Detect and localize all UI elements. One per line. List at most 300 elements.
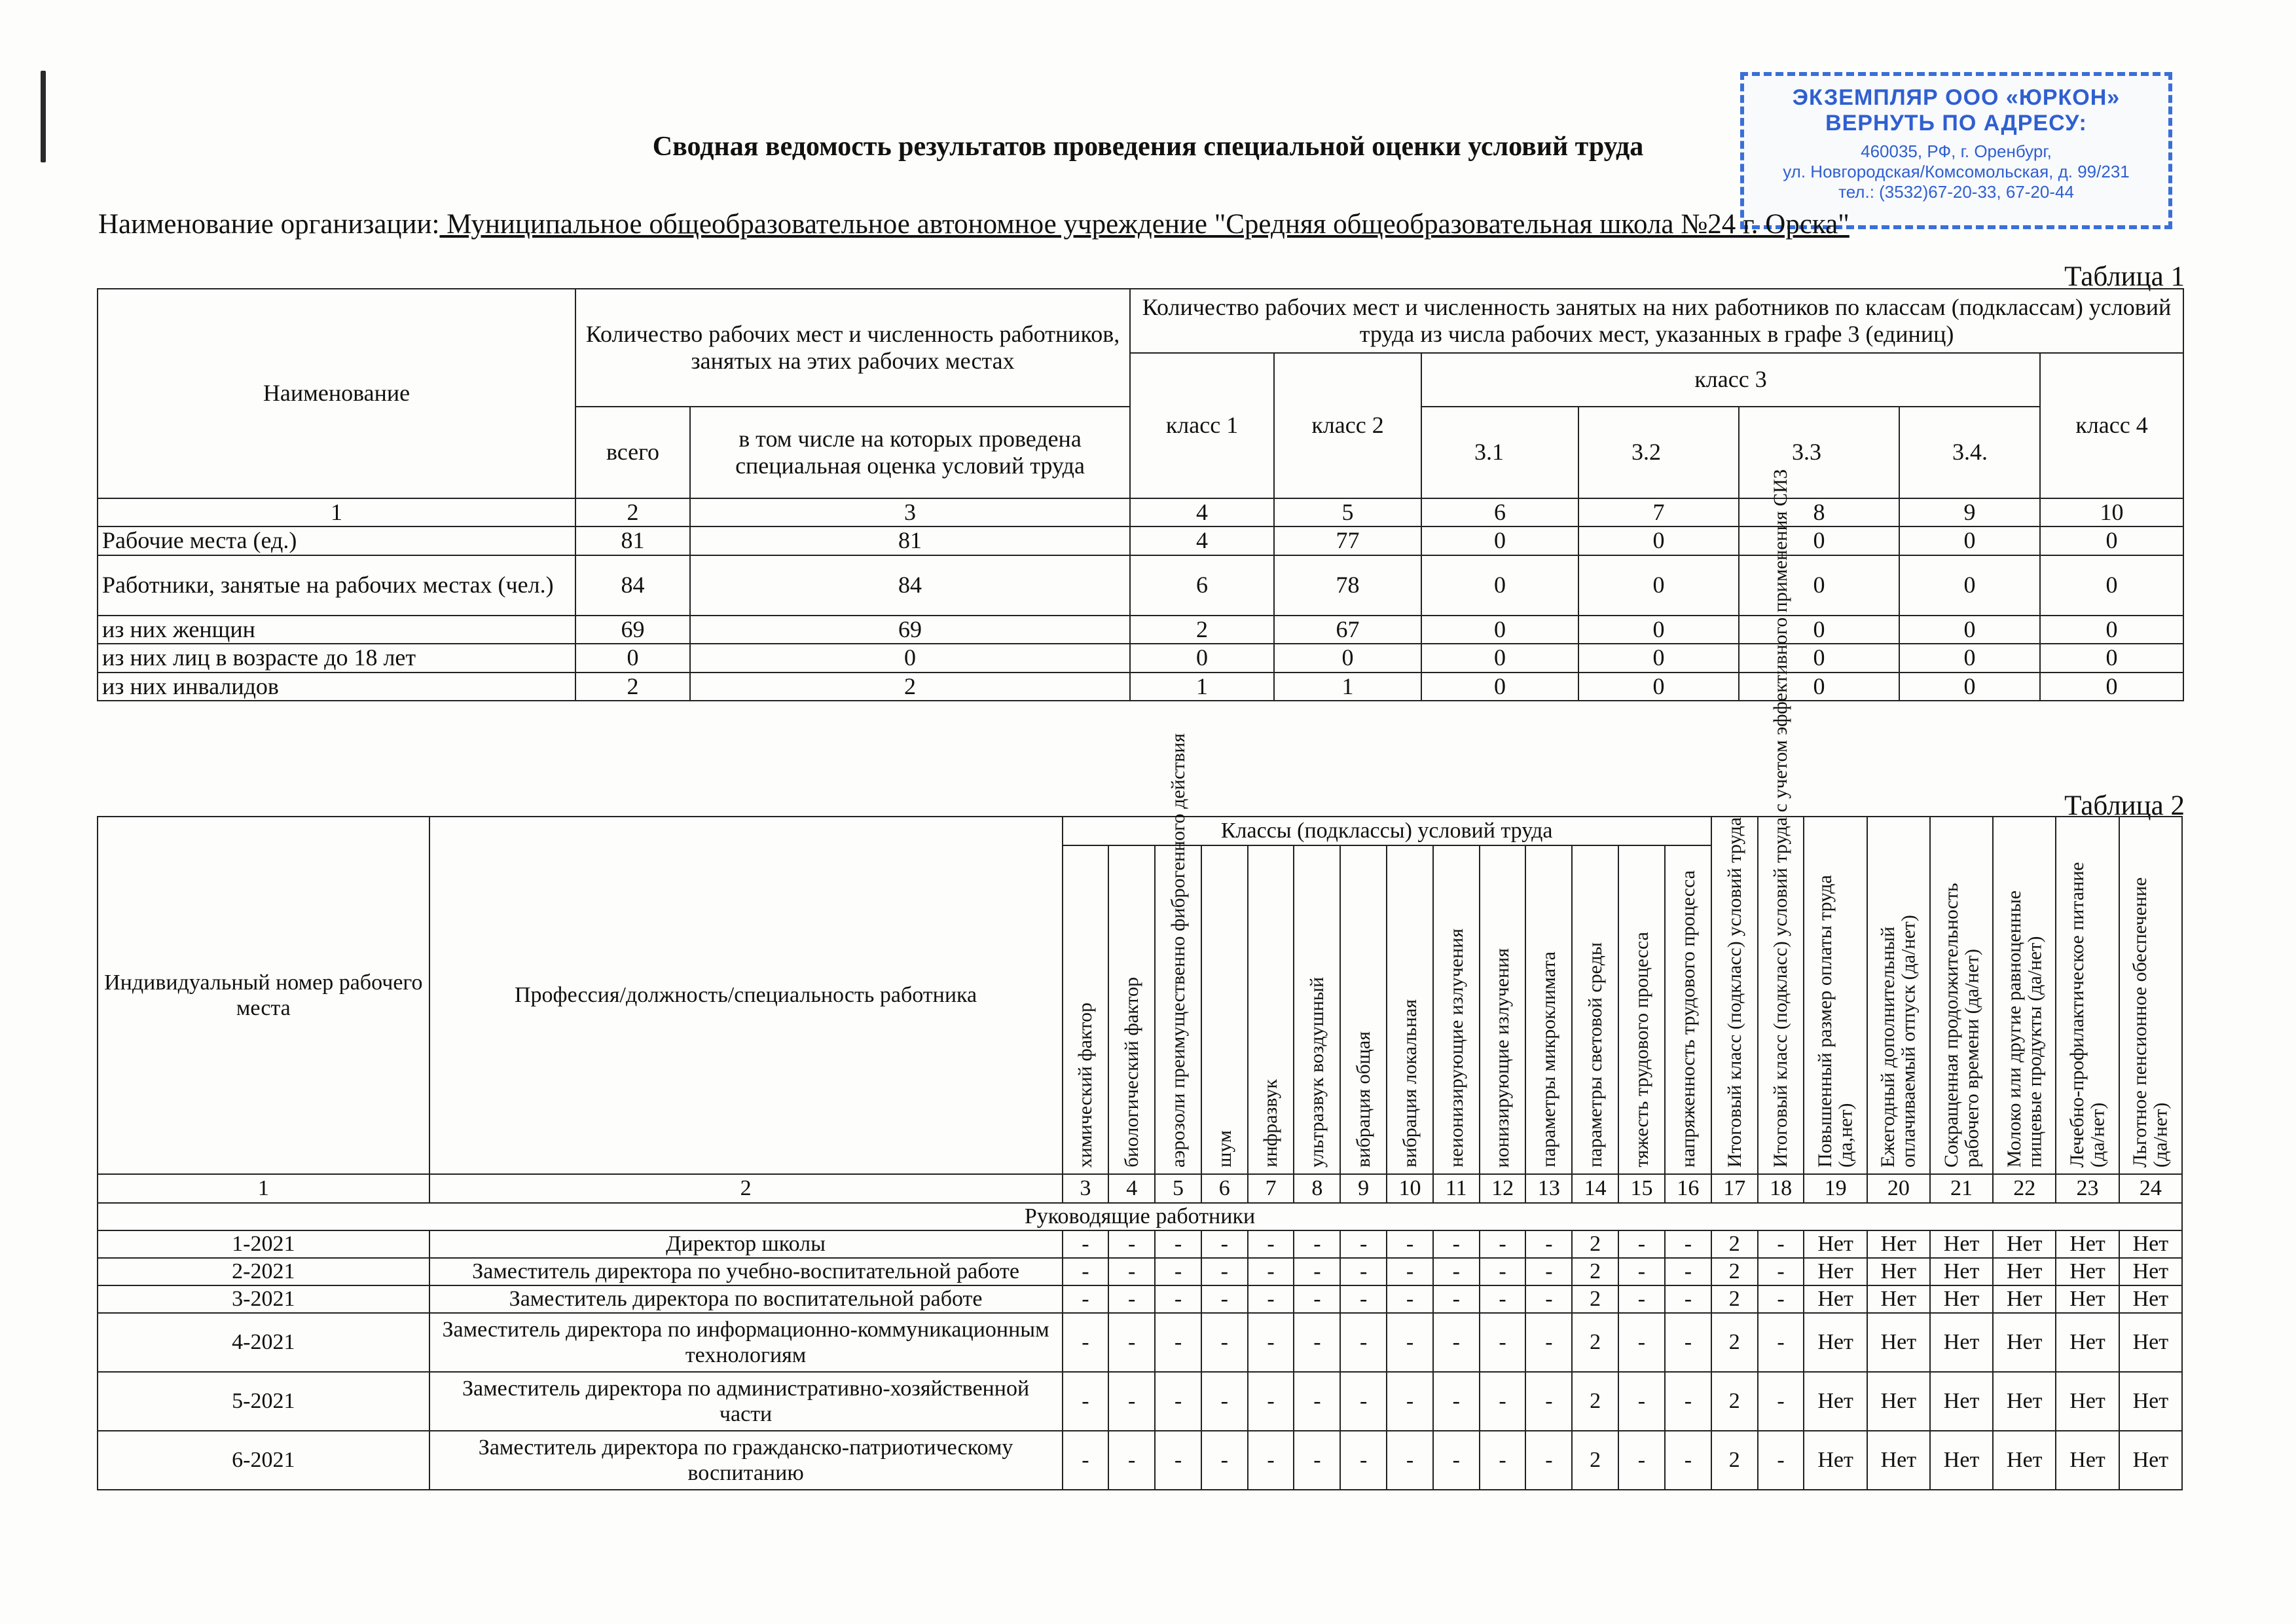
t2-cell: Нет xyxy=(1867,1230,1930,1258)
t1-row xyxy=(98,644,2183,672)
t2-cell: - xyxy=(1340,1372,1387,1431)
t1-cell: 69 xyxy=(690,616,1130,644)
table1-caption: Таблица 1 xyxy=(2064,261,2185,292)
t2-column-numbers xyxy=(98,1174,2182,1203)
t1-row xyxy=(98,526,2183,555)
t2-cell: 2 xyxy=(1711,1285,1758,1313)
t2-cell: 2 xyxy=(1572,1431,1618,1490)
t2-cell: - xyxy=(1525,1431,1572,1490)
t1-cell: 0 xyxy=(2040,555,2183,616)
t2-colnum: 7 xyxy=(1248,1174,1294,1203)
t2-cell: 2 xyxy=(1711,1230,1758,1258)
t2-cell: - xyxy=(1758,1230,1804,1258)
t2-cell: - xyxy=(1340,1431,1387,1490)
t2-cell: - xyxy=(1480,1230,1526,1258)
t2-cell: - xyxy=(1525,1230,1572,1258)
t2-factor-label: параметры световой среды xyxy=(1584,942,1606,1168)
t2-cell: - xyxy=(1480,1431,1526,1490)
t2-extra-header xyxy=(1804,817,1867,1174)
t2-colnum: 14 xyxy=(1572,1174,1618,1203)
t1-cell: 84 xyxy=(690,555,1130,616)
t2-workplace-number: 5-2021 xyxy=(98,1372,429,1431)
t2-cell: - xyxy=(1387,1258,1433,1285)
t1-header-3-4: 3.4. xyxy=(1899,407,2040,498)
t1-header-class3: класс 3 xyxy=(1421,353,2040,407)
t2-profession: Заместитель директора по информационно-коммуникационным технологиям xyxy=(429,1313,1063,1372)
t2-cell: Нет xyxy=(2119,1313,2182,1372)
t2-cell: - xyxy=(1387,1285,1433,1313)
t1-cell: 0 xyxy=(1739,555,1899,616)
t1-header-3-2: 3.2 xyxy=(1578,407,1739,498)
t2-cell: - xyxy=(1063,1431,1109,1490)
t2-colnum: 1 xyxy=(98,1174,429,1203)
t2-extra-header xyxy=(1867,817,1930,1174)
t1-colnum: 2 xyxy=(575,498,690,526)
t2-cell: - xyxy=(1387,1372,1433,1431)
t2-colnum: 18 xyxy=(1758,1174,1804,1203)
t2-cell: - xyxy=(1433,1313,1480,1372)
t2-cell: 2 xyxy=(1711,1431,1758,1490)
t2-factor-header xyxy=(1248,845,1294,1174)
t2-colnum: 17 xyxy=(1711,1174,1758,1203)
t2-cell: Нет xyxy=(1930,1230,1993,1258)
t2-cell: - xyxy=(1480,1258,1526,1285)
document-title: Сводная ведомость результатов проведения специальной оценки условий труда xyxy=(652,132,1644,162)
t2-cell: 2 xyxy=(1572,1313,1618,1372)
t1-header-class4: класс 4 xyxy=(2040,353,2183,498)
t1-cell: 0 xyxy=(1578,673,1739,701)
t2-body xyxy=(98,1230,2182,1490)
t1-cell: 0 xyxy=(1899,673,2040,701)
t2-cell: - xyxy=(1525,1372,1572,1431)
t2-cell: - xyxy=(1433,1431,1480,1490)
t2-cell: - xyxy=(1758,1258,1804,1285)
t2-cell: - xyxy=(1387,1431,1433,1490)
t2-cell: - xyxy=(1340,1230,1387,1258)
t2-cell: Нет xyxy=(2056,1313,2119,1372)
t2-cell: - xyxy=(1063,1285,1109,1313)
stamp-line-4: ул. Новгородская/Комсомольская, д. 99/231 xyxy=(1783,162,2130,181)
t2-cell: - xyxy=(1108,1230,1155,1258)
t2-cell: Нет xyxy=(2119,1258,2182,1285)
t2-cell: - xyxy=(1758,1431,1804,1490)
t1-row xyxy=(98,616,2183,644)
t2-cell: Нет xyxy=(1930,1285,1993,1313)
t2-cell: - xyxy=(1525,1285,1572,1313)
t2-factor-header xyxy=(1525,845,1572,1174)
t2-cell: - xyxy=(1618,1230,1665,1258)
t1-cell: 84 xyxy=(575,555,690,616)
t1-header-name: Наименование xyxy=(98,289,575,498)
t2-factor-header xyxy=(1480,845,1526,1174)
t2-header-classes: Классы (подклассы) условий труда xyxy=(1063,817,1711,845)
t2-colnum: 11 xyxy=(1433,1174,1480,1203)
t2-factor-header xyxy=(1294,845,1340,1174)
t1-cell: 0 xyxy=(1578,555,1739,616)
t2-profession: Заместитель директора по гражданско-патриотическому воспитанию xyxy=(429,1431,1063,1490)
t2-factor-label: параметры микроклимата xyxy=(1538,951,1560,1168)
t2-colnum: 19 xyxy=(1804,1174,1867,1203)
t2-cell: - xyxy=(1665,1372,1711,1431)
t1-cell: 0 xyxy=(1578,616,1739,644)
t1-row-label: из них женщин xyxy=(98,616,575,644)
t2-cell: - xyxy=(1665,1230,1711,1258)
t2-cell: - xyxy=(1155,1313,1201,1372)
t1-cell: 6 xyxy=(1130,555,1274,616)
t2-cell: Нет xyxy=(2056,1230,2119,1258)
t1-cell: 0 xyxy=(1739,673,1899,701)
t2-colnum: 6 xyxy=(1201,1174,1248,1203)
t2-colnum: 20 xyxy=(1867,1174,1930,1203)
t1-row-label: Работники, занятые на рабочих местах (чел.) xyxy=(98,555,575,616)
t2-extra-label: Лечебно-профилактическое питание (да/нет) xyxy=(2066,862,2109,1168)
t2-cell: - xyxy=(1063,1372,1109,1431)
t2-cell: 2 xyxy=(1572,1230,1618,1258)
t2-factor-label: вибрация локальная xyxy=(1398,999,1421,1168)
t2-row xyxy=(98,1285,2182,1313)
t2-cell: 2 xyxy=(1711,1372,1758,1431)
t2-factor-label: шум xyxy=(1213,1130,1235,1168)
t1-cell: 0 xyxy=(575,644,690,672)
t2-colnum: 4 xyxy=(1108,1174,1155,1203)
t2-colnum: 15 xyxy=(1618,1174,1665,1203)
t1-header-3-1: 3.1 xyxy=(1421,407,1578,498)
t2-profession: Директор школы xyxy=(429,1230,1063,1258)
t2-factor-label: биологический фактор xyxy=(1120,977,1142,1168)
t1-cell: 0 xyxy=(2040,526,2183,555)
t2-cell: - xyxy=(1294,1258,1340,1285)
t2-row xyxy=(98,1230,2182,1258)
t2-cell: - xyxy=(1433,1230,1480,1258)
t2-row xyxy=(98,1372,2182,1431)
t1-cell: 0 xyxy=(1578,644,1739,672)
t2-colnum: 10 xyxy=(1387,1174,1433,1203)
t2-factor-header xyxy=(1433,845,1480,1174)
t2-extra-header xyxy=(1993,817,2056,1174)
organization-label: Наименование организации: xyxy=(98,209,440,240)
t2-cell: - xyxy=(1665,1313,1711,1372)
t1-cell: 0 xyxy=(1274,644,1421,672)
t2-factor-label: инфразвук xyxy=(1260,1079,1282,1168)
t2-cell: 2 xyxy=(1572,1372,1618,1431)
t2-row xyxy=(98,1431,2182,1490)
t2-cell: Нет xyxy=(1804,1285,1867,1313)
t2-cell: - xyxy=(1248,1372,1294,1431)
t2-extra-header xyxy=(2056,817,2119,1174)
t2-cell: - xyxy=(1155,1431,1201,1490)
t2-cell: - xyxy=(1108,1372,1155,1431)
t2-cell: - xyxy=(1340,1258,1387,1285)
t2-cell: - xyxy=(1618,1372,1665,1431)
t1-header-3-3: 3.3 xyxy=(1739,407,1899,498)
t1-colnum: 8 xyxy=(1739,498,1899,526)
t2-cell: Нет xyxy=(2119,1372,2182,1431)
t1-cell: 0 xyxy=(1578,526,1739,555)
t2-cell: - xyxy=(1294,1431,1340,1490)
t2-cell: - xyxy=(1155,1230,1201,1258)
t2-colnum: 22 xyxy=(1993,1174,2056,1203)
t2-extra-label: Повышенный размер оплаты труда (да,нет) xyxy=(1814,875,1857,1168)
t1-cell: 77 xyxy=(1274,526,1421,555)
t1-colnum: 5 xyxy=(1274,498,1421,526)
stamp-line-1: ЭКЗЕМПЛЯР ООО «ЮРКОН» xyxy=(1792,85,2121,110)
t1-cell: 2 xyxy=(690,673,1130,701)
t2-factor-header xyxy=(1340,845,1387,1174)
t2-cell: - xyxy=(1108,1313,1155,1372)
t1-cell: 0 xyxy=(1899,644,2040,672)
t1-colnum: 1 xyxy=(98,498,575,526)
t2-cell: Нет xyxy=(2119,1431,2182,1490)
t2-cell: - xyxy=(1758,1372,1804,1431)
t2-factor-label: Итоговый класс (подкласс) условий труда xyxy=(1723,817,1745,1168)
t2-profession: Заместитель директора по воспитательной работе xyxy=(429,1285,1063,1313)
t2-cell: - xyxy=(1387,1230,1433,1258)
t2-cell: Нет xyxy=(2119,1230,2182,1258)
t2-colnum: 21 xyxy=(1930,1174,1993,1203)
t2-factor-header xyxy=(1155,733,1201,1174)
t2-cell: - xyxy=(1201,1285,1248,1313)
t1-row-label: Рабочие места (ед.) xyxy=(98,526,575,555)
t2-colnum: 13 xyxy=(1525,1174,1572,1203)
t2-cell: - xyxy=(1758,1285,1804,1313)
t2-row xyxy=(98,1313,2182,1372)
t2-cell: - xyxy=(1294,1372,1340,1431)
t2-factor-label: ионизирующие излучения xyxy=(1491,948,1514,1168)
t2-colnum: 12 xyxy=(1480,1174,1526,1203)
t2-cell: - xyxy=(1108,1285,1155,1313)
t2-row xyxy=(98,1258,2182,1285)
t2-cell: - xyxy=(1201,1431,1248,1490)
t2-cell: Нет xyxy=(1993,1313,2056,1372)
t2-profession: Заместитель директора по административно-хозяйственной части xyxy=(429,1372,1063,1431)
t1-cell: 0 xyxy=(1421,616,1578,644)
t2-factor-header xyxy=(1711,817,1758,1174)
t2-cell: Нет xyxy=(1993,1372,2056,1431)
stamp-line-2: ВЕРНУТЬ ПО АДРЕСУ: xyxy=(1825,111,2087,136)
t2-cell: - xyxy=(1480,1372,1526,1431)
t2-cell: - xyxy=(1618,1285,1665,1313)
t1-header-sout: в том числе на которых проведена специальная оценка условий труда xyxy=(690,407,1130,498)
t2-cell: - xyxy=(1525,1258,1572,1285)
t2-colnum: 8 xyxy=(1294,1174,1340,1203)
t1-row xyxy=(98,555,2183,616)
t2-cell: - xyxy=(1201,1372,1248,1431)
t2-factor-header xyxy=(1108,845,1155,1174)
t2-cell: - xyxy=(1525,1313,1572,1372)
t2-cell: - xyxy=(1665,1285,1711,1313)
t1-colnum: 9 xyxy=(1899,498,2040,526)
t2-cell: - xyxy=(1248,1230,1294,1258)
t1-header-class1: класс 1 xyxy=(1130,353,1274,498)
t1-cell: 1 xyxy=(1274,673,1421,701)
stamp-line-3: 460035, РФ, г. Оренбург, xyxy=(1861,141,2052,161)
t2-cell: - xyxy=(1063,1313,1109,1372)
t2-cell: - xyxy=(1433,1372,1480,1431)
t2-cell: - xyxy=(1480,1313,1526,1372)
t1-colnum: 7 xyxy=(1578,498,1739,526)
t2-cell: - xyxy=(1758,1313,1804,1372)
t2-colnum: 5 xyxy=(1155,1174,1201,1203)
t2-factor-header xyxy=(1063,845,1109,1174)
t2-cell: Нет xyxy=(1930,1372,1993,1431)
t2-cell: - xyxy=(1665,1258,1711,1285)
t2-cell: - xyxy=(1248,1431,1294,1490)
t2-cell: Нет xyxy=(1867,1285,1930,1313)
t2-cell: Нет xyxy=(1804,1313,1867,1372)
t2-cell: - xyxy=(1340,1313,1387,1372)
t2-section-title: Руководящие работники xyxy=(98,1203,2182,1230)
t2-cell: - xyxy=(1294,1230,1340,1258)
t2-cell: - xyxy=(1201,1313,1248,1372)
t1-cell: 4 xyxy=(1130,526,1274,555)
t2-extra-header xyxy=(1930,817,1993,1174)
t2-cell: - xyxy=(1618,1258,1665,1285)
t2-cell: - xyxy=(1665,1431,1711,1490)
t2-factor-label: неионизирующие излучения xyxy=(1445,929,1467,1168)
t1-cell: 0 xyxy=(1421,673,1578,701)
t2-cell: - xyxy=(1201,1258,1248,1285)
t1-row-label: из них лиц в возрасте до 18 лет xyxy=(98,644,575,672)
t2-extra-label: Сокращенная продолжительность рабочего времени (да/нет) xyxy=(1940,883,1983,1168)
t2-workplace-number: 3-2021 xyxy=(98,1285,429,1313)
t2-factor-label: аэрозоли преимущественно фиброгенного действия xyxy=(1167,733,1189,1168)
t2-cell: - xyxy=(1248,1285,1294,1313)
t1-column-numbers xyxy=(98,498,2183,526)
t1-cell: 78 xyxy=(1274,555,1421,616)
t2-cell: - xyxy=(1063,1230,1109,1258)
t1-cell: 0 xyxy=(1899,555,2040,616)
t2-cell: - xyxy=(1294,1285,1340,1313)
t1-cell: 81 xyxy=(690,526,1130,555)
t2-colnum: 23 xyxy=(2056,1174,2119,1203)
t2-cell: Нет xyxy=(2056,1258,2119,1285)
t2-factor-label: химический фактор xyxy=(1074,1002,1097,1168)
t1-cell: 0 xyxy=(1421,555,1578,616)
t2-profession: Заместитель директора по учебно-воспитательной работе xyxy=(429,1258,1063,1285)
t1-cell: 0 xyxy=(2040,644,2183,672)
t2-cell: Нет xyxy=(1993,1431,2056,1490)
t2-cell: Нет xyxy=(1867,1372,1930,1431)
t2-cell: - xyxy=(1387,1313,1433,1372)
t2-colnum: 24 xyxy=(2119,1174,2182,1203)
t2-cell: - xyxy=(1294,1313,1340,1372)
organization-line xyxy=(98,208,1850,240)
t2-cell: Нет xyxy=(1930,1313,1993,1372)
t2-extra-header xyxy=(2119,817,2182,1174)
t2-factor-header xyxy=(1618,845,1665,1174)
t2-header-prof: Профессия/должность/специальность работника xyxy=(429,817,1063,1174)
t2-cell: - xyxy=(1248,1313,1294,1372)
t2-cell: 2 xyxy=(1711,1313,1758,1372)
t2-colnum: 2 xyxy=(429,1174,1063,1203)
t1-header-qty: Количество рабочих мест и численность работников, занятых на этих рабочих местах xyxy=(575,289,1130,407)
t1-cell: 1 xyxy=(1130,673,1274,701)
t2-cell: Нет xyxy=(2056,1372,2119,1431)
t2-cell: Нет xyxy=(1930,1431,1993,1490)
t1-cell: 0 xyxy=(690,644,1130,672)
t2-cell: - xyxy=(1480,1285,1526,1313)
t1-colnum: 6 xyxy=(1421,498,1578,526)
t2-factor-header xyxy=(1387,845,1433,1174)
t2-extra-label: Ежегодный дополнительный оплачиваемый отпуск (да/нет) xyxy=(1877,914,1920,1168)
t2-factor-label: тяжесть трудового процесса xyxy=(1630,932,1652,1168)
t2-cell: 2 xyxy=(1711,1258,1758,1285)
t2-cell: - xyxy=(1340,1285,1387,1313)
t2-factor-label: напряженность трудового процесса xyxy=(1677,870,1699,1168)
t1-cell: 0 xyxy=(1421,644,1578,672)
organization-name: Муниципальное общеобразовательное автономное учреждение "Средняя общеобразовательная школа №24 г. Орска" xyxy=(439,209,1850,240)
t2-workplace-number: 6-2021 xyxy=(98,1431,429,1490)
t2-factor-header xyxy=(1572,845,1618,1174)
t2-cell: Нет xyxy=(1804,1230,1867,1258)
t2-workplace-number: 2-2021 xyxy=(98,1258,429,1285)
t1-header-total: всего xyxy=(575,407,690,498)
t2-cell: Нет xyxy=(1993,1258,2056,1285)
t2-cell: Нет xyxy=(1867,1258,1930,1285)
t2-cell: - xyxy=(1248,1258,1294,1285)
t1-cell: 0 xyxy=(1899,526,2040,555)
t2-cell: - xyxy=(1108,1431,1155,1490)
t2-cell: 2 xyxy=(1572,1285,1618,1313)
t2-cell: Нет xyxy=(2056,1285,2119,1313)
t2-cell: Нет xyxy=(1867,1313,1930,1372)
t1-cell: 0 xyxy=(1130,644,1274,672)
t2-factor-header xyxy=(1201,845,1248,1174)
t1-cell: 81 xyxy=(575,526,690,555)
t2-workplace-number: 1-2021 xyxy=(98,1230,429,1258)
t2-extra-label: Льготное пенсионное обеспечение (да/нет) xyxy=(2129,877,2172,1168)
t2-cell: - xyxy=(1618,1313,1665,1372)
t1-cell: 69 xyxy=(575,616,690,644)
t2-factor-label: Итоговый класс (подкласс) условий труда с учетом эффективного применения СИЗ xyxy=(1770,469,1792,1168)
t2-cell: Нет xyxy=(2056,1431,2119,1490)
t1-cell: 0 xyxy=(1739,616,1899,644)
t2-colnum: 9 xyxy=(1340,1174,1387,1203)
t2-cell: - xyxy=(1155,1258,1201,1285)
t2-cell: - xyxy=(1433,1258,1480,1285)
t2-cell: - xyxy=(1155,1372,1201,1431)
t2-cell: - xyxy=(1201,1230,1248,1258)
t1-cell: 0 xyxy=(1421,526,1578,555)
t2-cell: 2 xyxy=(1572,1258,1618,1285)
t2-workplace-number: 4-2021 xyxy=(98,1313,429,1372)
t2-factor-header xyxy=(1665,845,1711,1174)
table2-caption: Таблица 2 xyxy=(2064,790,2185,821)
t2-cell: - xyxy=(1063,1258,1109,1285)
t1-colnum: 3 xyxy=(690,498,1130,526)
t2-cell: Нет xyxy=(1804,1258,1867,1285)
t2-cell: Нет xyxy=(1930,1258,1993,1285)
t2-factor-label: ультразвук воздушный xyxy=(1306,976,1328,1168)
t1-cell: 67 xyxy=(1274,616,1421,644)
t1-header-classes: Количество рабочих мест и численность занятых на них работников по классам (подклассам) условий труда из числа рабочих мест, указанных в графе 3 (единиц) xyxy=(1130,289,2183,353)
t2-cell: Нет xyxy=(1804,1431,1867,1490)
t1-body xyxy=(98,526,2183,701)
t2-cell: - xyxy=(1618,1431,1665,1490)
t1-cell: 0 xyxy=(2040,673,2183,701)
t2-cell: Нет xyxy=(1993,1285,2056,1313)
t1-cell: 0 xyxy=(1899,616,2040,644)
t2-header-num: Индивидуальный номер рабочего места xyxy=(98,817,429,1174)
t1-colnum: 10 xyxy=(2040,498,2183,526)
t1-cell: 2 xyxy=(1130,616,1274,644)
t1-colnum: 4 xyxy=(1130,498,1274,526)
summary-table-1 xyxy=(97,288,2184,701)
t1-cell: 0 xyxy=(2040,616,2183,644)
t1-cell: 2 xyxy=(575,673,690,701)
t2-cell: Нет xyxy=(1993,1230,2056,1258)
t1-row-label: из них инвалидов xyxy=(98,673,575,701)
